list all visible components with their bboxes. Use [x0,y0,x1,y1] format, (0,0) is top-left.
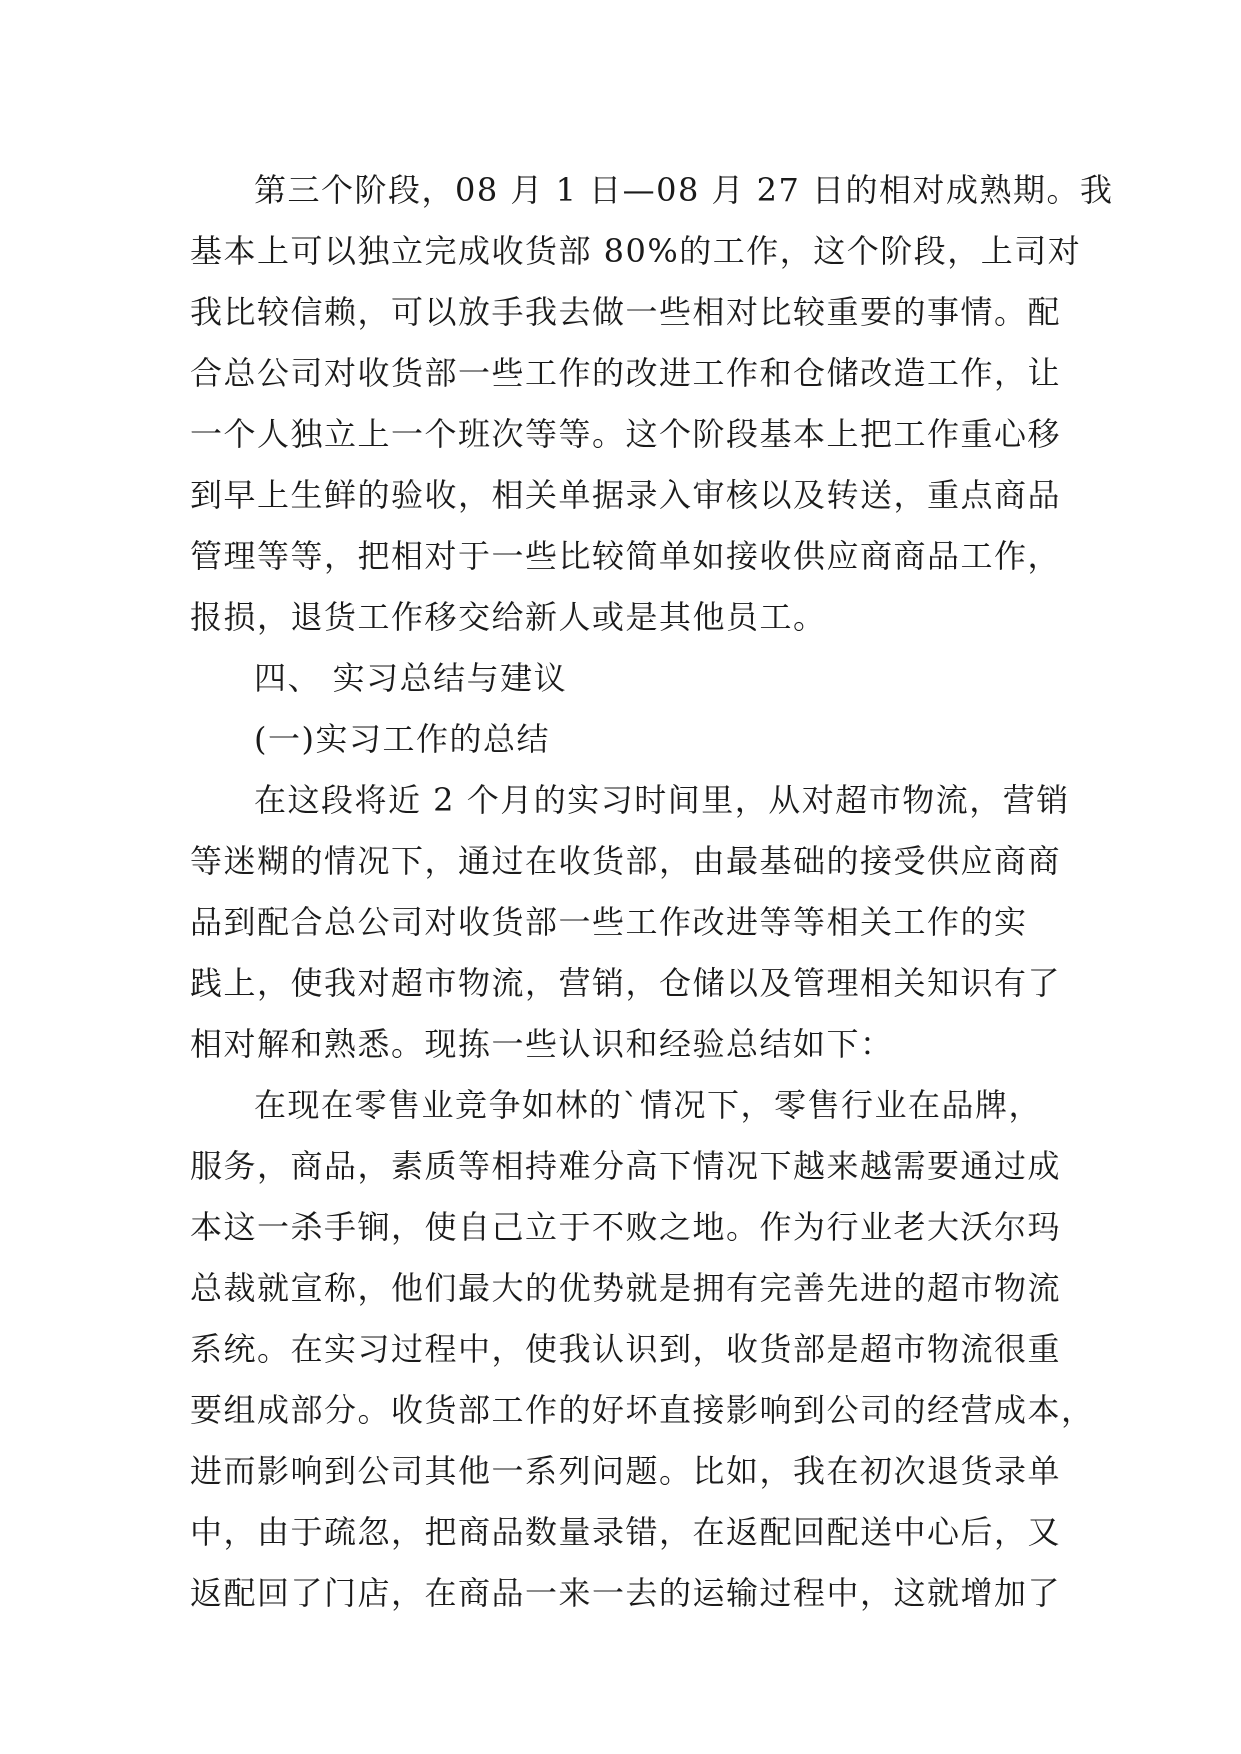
paragraph-line: 等迷糊的情况下，通过在收货部，由最基础的接受供应商商 [190,842,1062,880]
subsection-heading: (一)实习工作的总结 [254,720,550,758]
paragraph-line: 基本上可以独立完成收货部 80%的工作，这个阶段，上司对 [190,232,1082,270]
paragraph-line: 本这一杀手锏，使自己立于不败之地。作为行业老大沃尔玛 [190,1208,1062,1246]
paragraph-line: 返配回了门店，在商品一来一去的运输过程中，这就增加了 [190,1574,1062,1612]
paragraph-line: 践上，使我对超市物流，营销，仓储以及管理相关知识有了 [190,964,1062,1002]
paragraph-line: 系统。在实习过程中，使我认识到，收货部是超市物流很重 [190,1330,1062,1368]
paragraph-line: 中，由于疏忽，把商品数量录错，在返配回配送中心后，又 [190,1513,1062,1551]
paragraph-line: 服务，商品，素质等相持难分高下情况下越来越需要通过成 [190,1147,1062,1185]
body-text [190,160,1114,1624]
paragraph-line: 总裁就宣称，他们最大的优势就是拥有完善先进的超市物流 [190,1269,1062,1307]
paragraph-line: 进而影响到公司其他一系列问题。比如，我在初次退货录单 [190,1452,1062,1490]
paragraph-line: 合总公司对收货部一些工作的改进工作和仓储改造工作，让 [190,354,1062,392]
paragraph-line: 管理等等，把相对于一些比较简单如接收供应商商品工作， [190,537,1062,575]
paragraph-line: 我比较信赖，可以放手我去做一些相对比较重要的事情。配 [190,293,1062,331]
paragraph-line: 到早上生鲜的验收，相关单据录入审核以及转送，重点商品 [190,476,1062,514]
paragraph-line: 一个人独立上一个班次等等。这个阶段基本上把工作重心移 [190,415,1062,453]
paragraph-line: 在现在零售业竞争如林的`情况下，零售行业在品牌， [254,1086,1043,1124]
paragraph-line: 品到配合总公司对收货部一些工作改进等等相关工作的实 [190,903,1028,941]
paragraph-line: 第三个阶段，08 月 1 日—08 月 27 日的相对成熟期。我 [254,171,1114,209]
section-heading: 四、 实习总结与建议 [254,659,568,697]
paragraph-line: 在这段将近 2 个月的实习时间里，从对超市物流，营销 [254,781,1070,819]
paragraph-line: 相对解和熟悉。现拣一些认识和经验总结如下： [190,1025,894,1063]
paragraph-line: 报损，退货工作移交给新人或是其他员工。 [190,598,827,636]
paragraph-line: 要组成部分。收货部工作的好坏直接影响到公司的经营成本， [190,1391,1095,1429]
